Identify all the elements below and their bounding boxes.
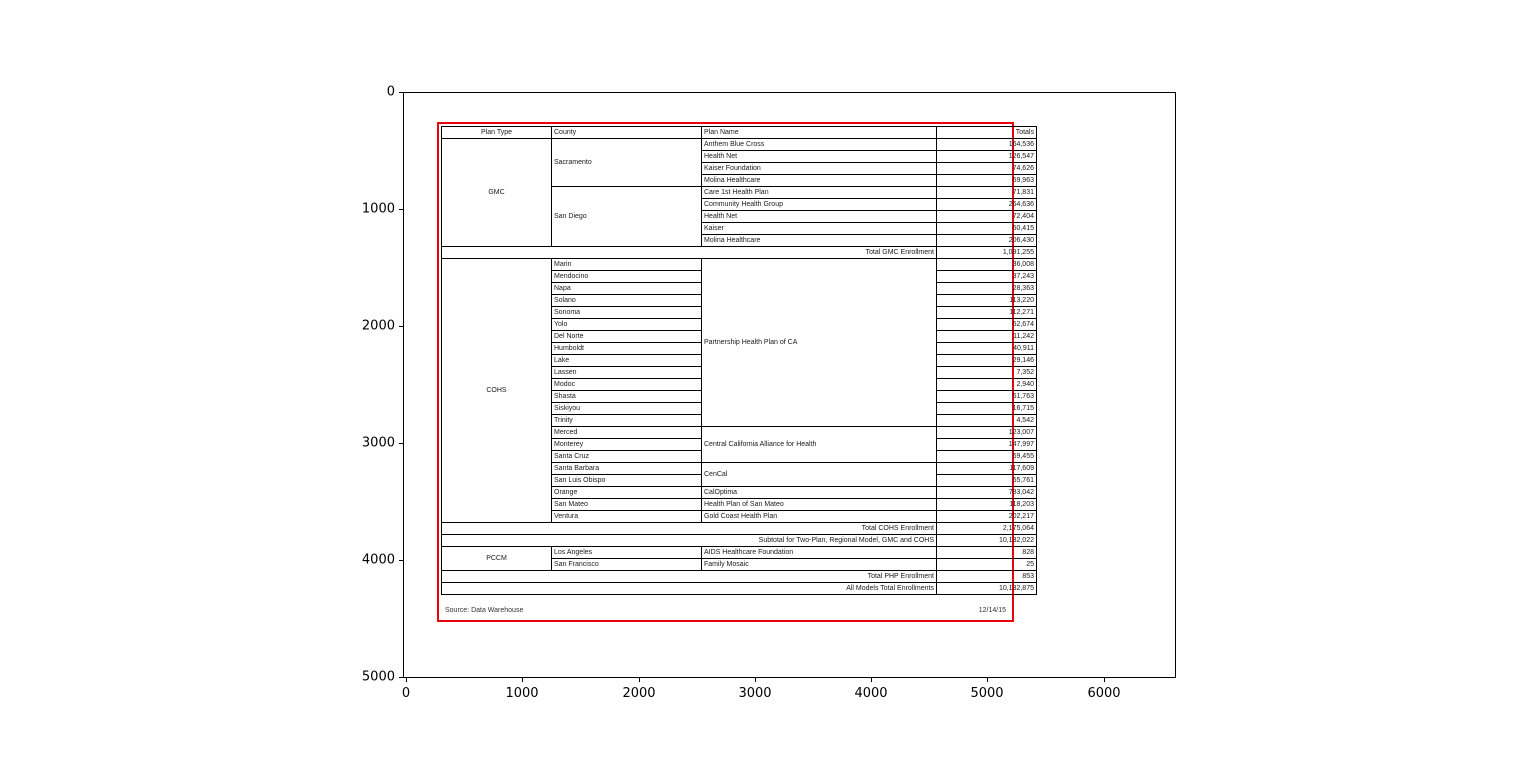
table-row (442, 259, 1037, 271)
x-tick-1: 1000 (505, 686, 539, 701)
cell-county: San Francisco (552, 559, 702, 571)
grand-total-value: 10,132,875 (937, 583, 1037, 595)
cell-total: 4,542 (937, 415, 1037, 427)
cell-plan-name: Molina Healthcare (702, 235, 937, 247)
y-tick-0: 0 (386, 84, 395, 100)
header-plan-type: Plan Type (442, 127, 552, 139)
cell-plan-name: Family Mosaic (702, 559, 937, 571)
cell-total: 40,911 (937, 343, 1037, 355)
table-row (442, 547, 1037, 559)
cell-county: Yolo (552, 319, 702, 331)
cell-plan-name: Health Net (702, 151, 937, 163)
combined-subtotal-label: Subtotal for Two-Plan, Regional Model, GMC and COHS (442, 535, 937, 547)
header-county: County (552, 127, 702, 139)
x-tick-mark-6 (1104, 678, 1105, 682)
cell-total: 113,220 (937, 295, 1037, 307)
header-plan-name: Plan Name (702, 127, 937, 139)
cell-total: 25 (937, 559, 1037, 571)
subtotal-value-php: 853 (937, 571, 1037, 583)
cell-county: Lassen (552, 367, 702, 379)
x-tick-4: 4000 (854, 686, 888, 701)
y-tick-mark-5 (399, 677, 403, 678)
subtotal-label-gmc: Total GMC Enrollment (442, 247, 937, 259)
y-tick-4: 4000 (361, 552, 395, 568)
cell-total: 112,271 (937, 307, 1037, 319)
cell-total: 202,217 (937, 511, 1037, 523)
cell-county: Monterey (552, 439, 702, 451)
footer-source: Source: Data Warehouse (445, 607, 524, 614)
y-tick-5: 5000 (361, 669, 395, 685)
cell-total: 71,831 (937, 187, 1037, 199)
cell-total: 69,455 (937, 451, 1037, 463)
cell-county: Napa (552, 283, 702, 295)
cell-plan-gold-coast: Gold Coast Health Plan (702, 511, 937, 523)
subtotal-label-php: Total PHP Enrollment (442, 571, 937, 583)
cell-plan-name: Community Health Group (702, 199, 937, 211)
y-tick-3: 3000 (361, 435, 395, 451)
cell-total: 2,940 (937, 379, 1037, 391)
cell-plan-central-ca-alliance: Central California Alliance for Health (702, 427, 937, 463)
x-tick-mark-5 (987, 678, 988, 682)
document-table-wrapper (441, 126, 1034, 595)
cell-total: 126,547 (937, 151, 1037, 163)
grand-total-row (442, 583, 1037, 595)
cell-county: Shasta (552, 391, 702, 403)
cell-total: 29,146 (937, 355, 1037, 367)
cell-total: 118,203 (937, 499, 1037, 511)
y-tick-mark-0 (399, 92, 403, 93)
detected-table-region (437, 122, 1034, 622)
x-tick-3: 3000 (738, 686, 772, 701)
footer-date: 12/14/15 (978, 607, 1006, 614)
cell-total: 828 (937, 547, 1037, 559)
y-tick-2: 2000 (361, 318, 395, 334)
cell-county: Orange (552, 487, 702, 499)
cell-plan-cencal: CenCal (702, 463, 937, 487)
cell-plan-caloptima: CalOptima (702, 487, 937, 499)
y-tick-mark-4 (399, 560, 403, 561)
cell-county: Lake (552, 355, 702, 367)
grand-total-label: All Models Total Enrollments (442, 583, 937, 595)
x-tick-6: 6000 (1087, 686, 1121, 701)
y-tick-mark-2 (399, 326, 403, 327)
subtotal-value-cohs: 2,175,064 (937, 523, 1037, 535)
cell-total: 74,626 (937, 163, 1037, 175)
x-tick-mark-3 (755, 678, 756, 682)
cell-total: 164,536 (937, 139, 1037, 151)
table-row (442, 139, 1037, 151)
cell-total: 52,674 (937, 319, 1037, 331)
cell-county: Merced (552, 427, 702, 439)
cell-total: 28,363 (937, 283, 1037, 295)
cell-county: Humboldt (552, 343, 702, 355)
combined-subtotal-row (442, 535, 1037, 547)
cell-total: 206,430 (937, 235, 1037, 247)
cell-county: Siskiyou (552, 403, 702, 415)
cell-county: Marin (552, 259, 702, 271)
cell-total: 59,963 (937, 175, 1037, 187)
cell-total: 147,997 (937, 439, 1037, 451)
cell-county: Santa Barbara (552, 463, 702, 475)
table-header-row (442, 127, 1037, 139)
cell-county: Los Angeles (552, 547, 702, 559)
cell-county: San Mateo (552, 499, 702, 511)
document-footer (441, 606, 1010, 616)
x-tick-mark-1 (522, 678, 523, 682)
cell-total: 37,243 (937, 271, 1037, 283)
cell-total: 36,008 (937, 259, 1037, 271)
cell-plan-type-cohs: COHS (442, 259, 552, 523)
cell-plan-partnership: Partnership Health Plan of CA (702, 259, 937, 427)
cell-plan-name: Care 1st Health Plan (702, 187, 937, 199)
cell-total: 264,636 (937, 199, 1037, 211)
x-tick-2: 2000 (622, 686, 656, 701)
cell-plan-name: AIDS Healthcare Foundation (702, 547, 937, 559)
cell-plan-name: Anthem Blue Cross (702, 139, 937, 151)
x-tick-mark-0 (406, 678, 407, 682)
cell-county: Trinity (552, 415, 702, 427)
subtotal-label-cohs: Total COHS Enrollment (442, 523, 937, 535)
cell-total: 61,763 (937, 391, 1037, 403)
subtotal-row-cohs (442, 523, 1037, 535)
cell-county-sacramento: Sacramento (552, 139, 702, 187)
y-tick-mark-3 (399, 443, 403, 444)
cell-county: San Luis Obispo (552, 475, 702, 487)
cell-county: Modoc (552, 379, 702, 391)
cell-total: 123,007 (937, 427, 1037, 439)
cell-total: 117,609 (937, 463, 1037, 475)
cell-plan-hpsm: Health Plan of San Mateo (702, 499, 937, 511)
cell-total: 50,415 (937, 223, 1037, 235)
cell-county: Santa Cruz (552, 451, 702, 463)
cell-total: 783,042 (937, 487, 1037, 499)
cell-plan-name: Molina Healthcare (702, 175, 937, 187)
x-tick-5: 5000 (970, 686, 1004, 701)
enrollment-table (441, 126, 1037, 595)
cell-plan-type-pccm: PCCM (442, 547, 552, 571)
cell-total: 16,715 (937, 403, 1037, 415)
x-tick-mark-4 (871, 678, 872, 682)
cell-county: Sonoma (552, 307, 702, 319)
cell-county: Mendocino (552, 271, 702, 283)
subtotal-value-gmc: 1,091,255 (937, 247, 1037, 259)
combined-subtotal-value: 10,132,022 (937, 535, 1037, 547)
subtotal-row-php (442, 571, 1037, 583)
cell-county: Ventura (552, 511, 702, 523)
cell-total: 72,404 (937, 211, 1037, 223)
cell-total: 7,352 (937, 367, 1037, 379)
cell-county: Del Norte (552, 331, 702, 343)
cell-county-san-diego: San Diego (552, 187, 702, 247)
cell-total: 11,242 (937, 331, 1037, 343)
cell-plan-name: Kaiser Foundation (702, 163, 937, 175)
cell-county: Solano (552, 295, 702, 307)
cell-plan-type-gmc: GMC (442, 139, 552, 247)
cell-total: 55,761 (937, 475, 1037, 487)
x-tick-0: 0 (401, 686, 411, 701)
header-totals: Totals (937, 127, 1037, 139)
y-tick-mark-1 (399, 209, 403, 210)
y-tick-1: 1000 (361, 201, 395, 217)
x-tick-mark-2 (639, 678, 640, 682)
cell-plan-name: Health Net (702, 211, 937, 223)
subtotal-row-gmc (442, 247, 1037, 259)
cell-plan-name: Kaiser (702, 223, 937, 235)
